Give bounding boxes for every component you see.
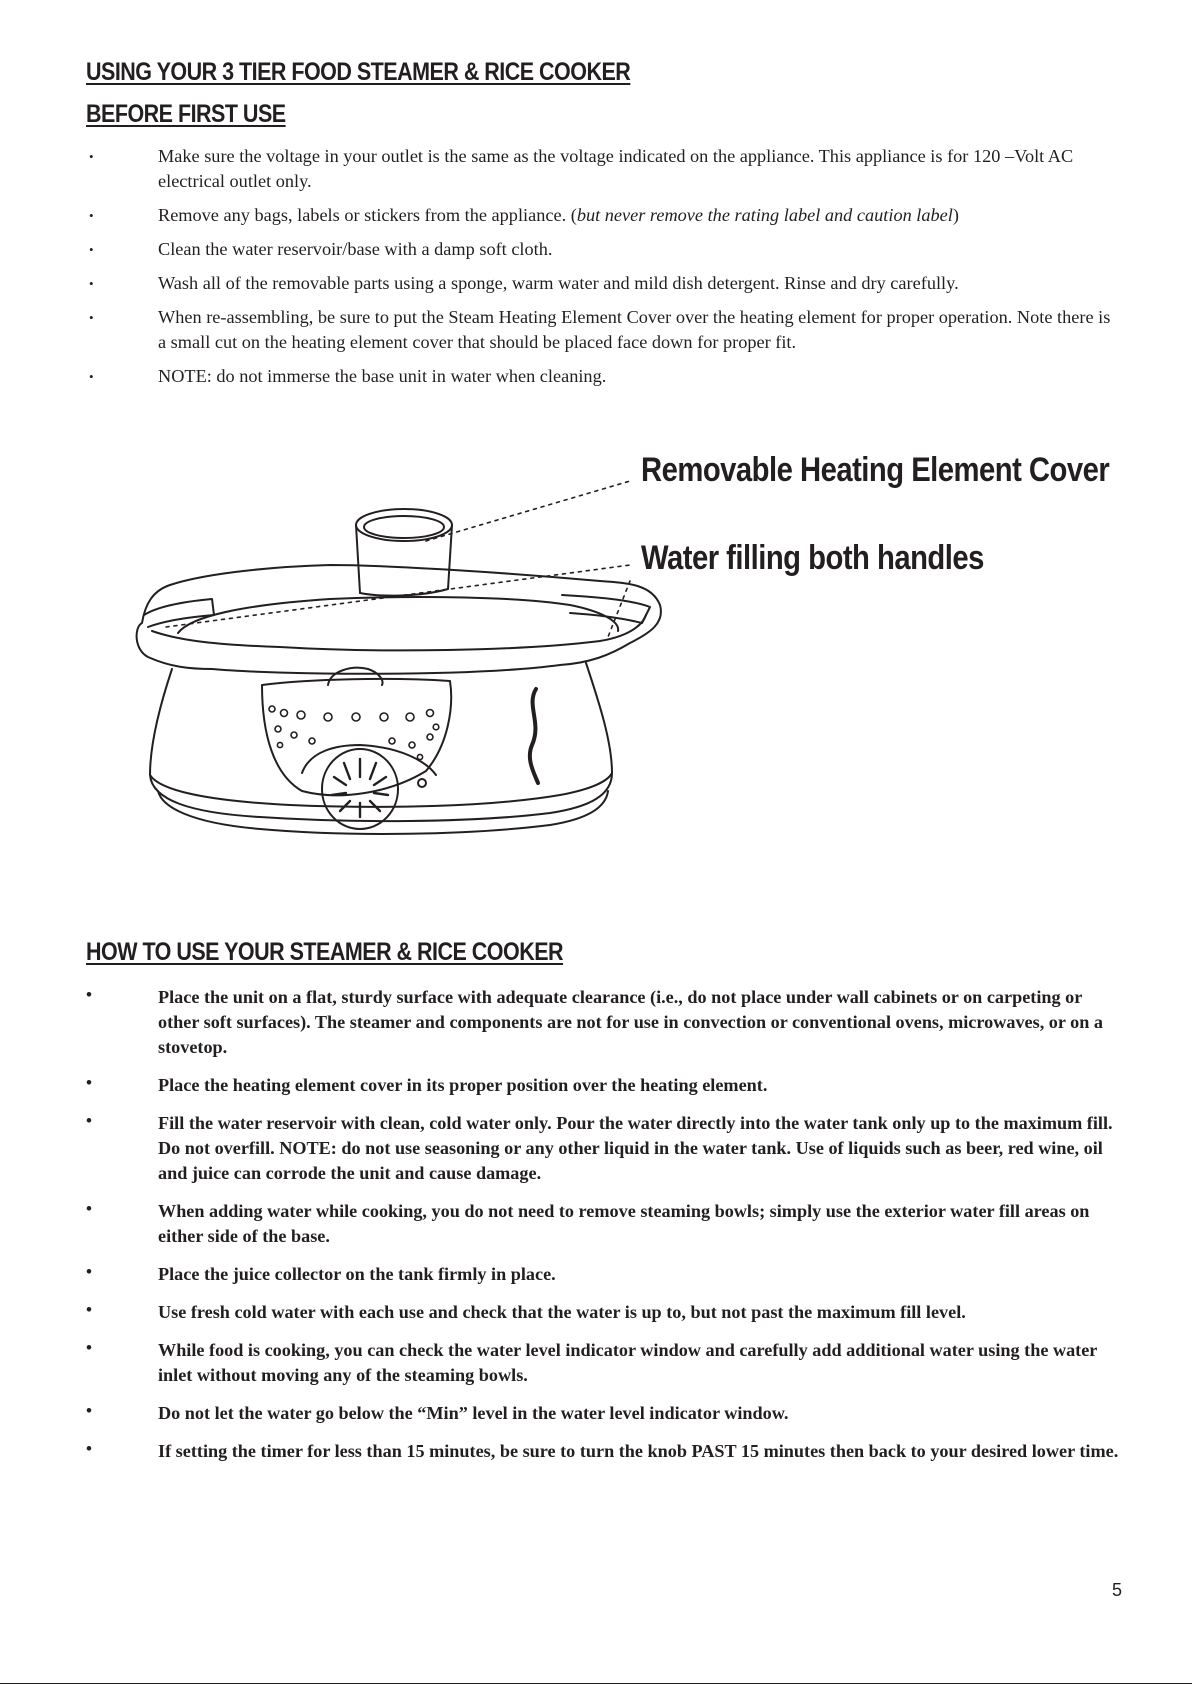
bullet: • <box>86 1199 92 1218</box>
bullet: • <box>86 1262 92 1281</box>
indicator-light <box>418 779 426 787</box>
list-item-text: NOTE: do not immerse the base unit in water when cleaning. <box>158 366 607 386</box>
italic-note: but never remove the rating label and caution label <box>576 205 953 225</box>
list-item <box>0 305 1192 355</box>
list-item <box>0 1401 1192 1426</box>
bottom-divider <box>0 1683 1192 1684</box>
bullet: • <box>86 1300 92 1319</box>
list-item-text: When re-assembling, be sure to put the Steam Heating Element Cover over the heating element for proper operation. Note there is a small cut on the heating element cover that should be placed face down for proper fit. <box>158 307 1111 352</box>
bullet: • <box>86 1073 92 1092</box>
rim-inner-ring <box>178 597 618 633</box>
side-groove <box>530 689 538 783</box>
steamer-base-illustration <box>130 455 670 875</box>
how-to-use-heading: HOW TO USE YOUR STEAMER & RICE COOKER <box>86 938 564 966</box>
list-item-text: When adding water while cooking, you do not need to remove steaming bowls; simply use the exterior water fill areas on either side of the base. <box>158 1201 1090 1246</box>
indicator-panel <box>262 679 451 795</box>
element-cover-inner <box>364 516 444 538</box>
callout-leader-lines <box>166 481 630 637</box>
list-item-text: If setting the timer for less than 15 minutes, be sure to turn the knob PAST 15 minutes then back to your desired lower time. <box>158 1441 1119 1461</box>
list-item-text: Place the juice collector on the tank firmly in place. <box>158 1264 556 1284</box>
list-item <box>0 1300 1192 1325</box>
list-item <box>0 1262 1192 1287</box>
page-number: 5 <box>1112 1580 1123 1600</box>
list-item <box>0 364 1192 389</box>
list-item-text: Make sure the voltage in your outlet is the same as the voltage indicated on the appliance. This appliance is for 120 –Volt AC electrical outlet only. <box>158 146 1074 191</box>
list-item <box>0 271 1192 296</box>
main-heading: USING YOUR 3 TIER FOOD STEAMER & RICE COOKER <box>86 58 631 86</box>
list-item <box>0 1199 1192 1249</box>
list-item-text: Do not let the water go below the “Min” level in the water level indicator window. <box>158 1403 789 1423</box>
bullet: • <box>86 1338 92 1357</box>
bullet: • <box>86 1401 92 1420</box>
element-cover-side-left <box>356 525 360 593</box>
bullet: • <box>89 276 94 291</box>
bullet: • <box>89 149 94 164</box>
before-first-use-list <box>0 144 1192 398</box>
indicator-tab <box>328 668 382 685</box>
list-item <box>0 985 1192 1060</box>
rim-handle-right <box>562 595 650 623</box>
element-cover-top <box>356 509 452 541</box>
list-item-text: Wash all of the removable parts using a sponge, warm water and mild dish detergent. Rinse and dry carefully. <box>158 273 959 293</box>
list-item <box>0 144 1192 194</box>
how-to-use-list <box>0 985 1192 1477</box>
rim-handle-left <box>144 599 214 627</box>
bullet: • <box>89 208 94 223</box>
list-item <box>0 237 1192 262</box>
list-item-text: Fill the water reservoir with clean, cold water only. Pour the water directly into the water tank only up to the maximum fill. Do not overfill. NOTE: do not use seasoning or any other liquid in the water tank. Use of liquids such as beer, red wine, oil and juice can corrode the unit and cause damage. <box>158 1113 1113 1183</box>
list-item <box>0 1073 1192 1098</box>
list-item-text: Place the unit on a flat, sturdy surface with adequate clearance (i.e., do not place under wall cabinets or on carpeting or other soft surfaces). The steamer and components are not for use in convection or conventional ovens, microwaves, or on a stovetop. <box>158 987 1104 1057</box>
list-item <box>0 203 1192 228</box>
list-item-text: Clean the water reservoir/base with a damp soft cloth. <box>158 239 553 259</box>
dial-ridges <box>332 759 388 817</box>
list-item <box>0 1338 1192 1388</box>
bullet: • <box>89 310 94 325</box>
callout-water-filling-handles: Water filling both handles <box>641 539 984 577</box>
bullet: • <box>89 242 94 257</box>
list-item-text: Use fresh cold water with each use and check that the water is up to, but not past the maximum fill level. <box>158 1302 966 1322</box>
bullet: • <box>89 369 94 384</box>
list-item-text: While food is cooking, you can check the water level indicator window and carefully add additional water using the water inlet without moving any of the steaming bowls. <box>158 1340 1098 1385</box>
list-item-text: Place the heating element cover in its proper position over the heating element. <box>158 1075 768 1095</box>
before-first-use-heading: BEFORE FIRST USE <box>86 100 286 128</box>
bullet: • <box>86 985 92 1004</box>
list-item <box>0 1111 1192 1186</box>
list-item <box>0 1439 1192 1464</box>
bullet: • <box>86 1439 92 1458</box>
vent-holes <box>269 706 439 760</box>
list-item-text: Remove any bags, labels or stickers from the appliance. (but never remove the rating label and caution label) <box>158 205 959 225</box>
rim-inner-edge <box>152 615 646 650</box>
rim-outline <box>137 565 661 674</box>
callout-heating-element-cover: Removable Heating Element Cover <box>641 451 1110 489</box>
bullet: • <box>86 1111 92 1130</box>
